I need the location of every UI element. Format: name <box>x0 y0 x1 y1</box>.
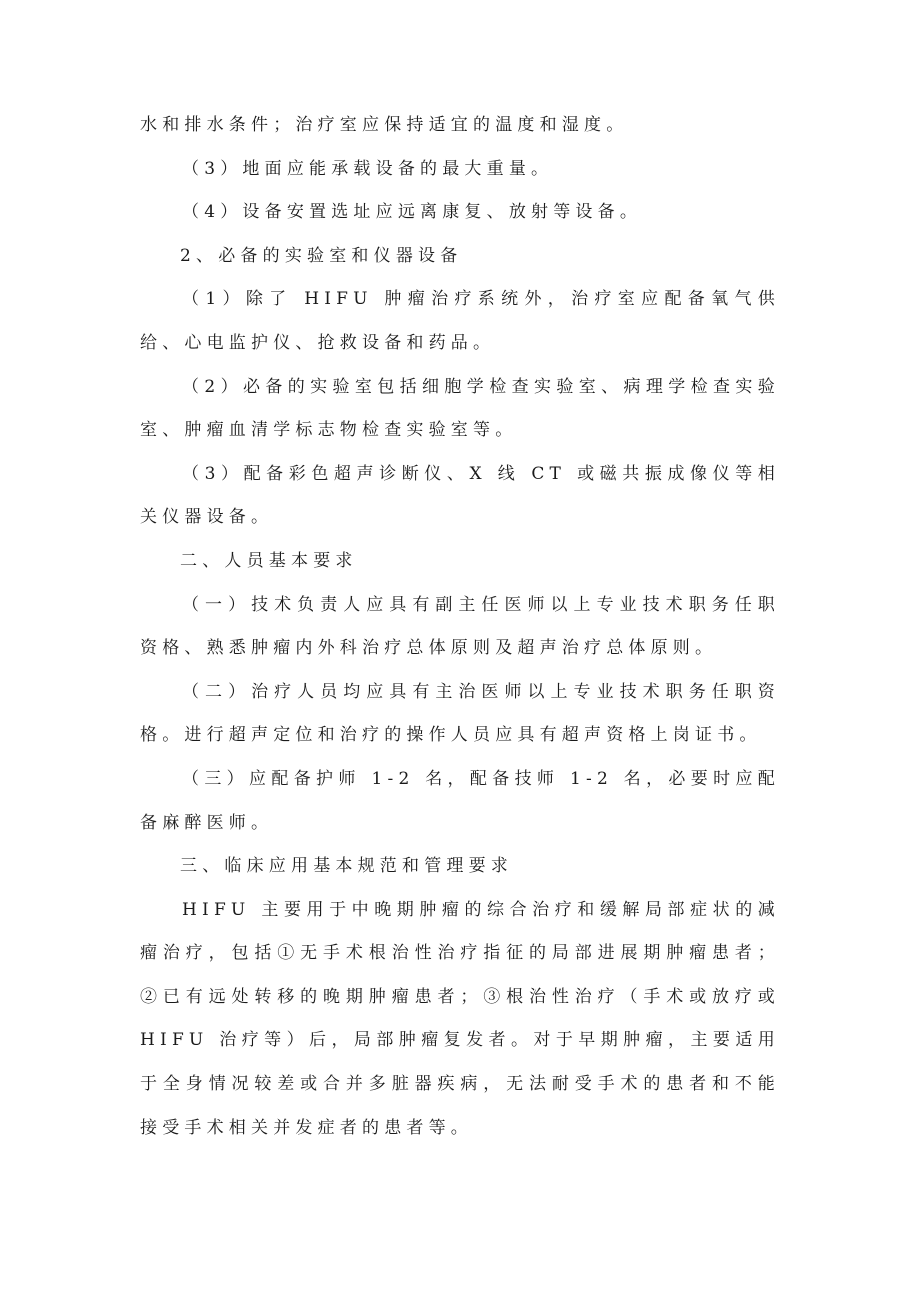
section-heading-clinical: 三、临床应用基本规范和管理要求 <box>180 856 513 877</box>
paragraph-floor-load: （3）地面应能承载设备的最大重量。 <box>182 158 554 179</box>
paragraph-imaging-equipment: （3）配备彩色超声诊断仪、X 线 CT 或磁共振成像仪等相关仪器设备。 <box>140 463 780 528</box>
paragraph-water-conditions: 水和排水条件；治疗室应保持适宜的温度和湿度。 <box>140 115 629 135</box>
paragraph-nurses-technicians: （三）应配备护师 1-2 名，配备技师 1-2 名，必要时应配备麻醉医师。 <box>140 768 780 833</box>
paragraph-required-labs: （2）必备的实验室包括细胞学检查实验室、病理学检查实验室、肿瘤血清学标志物检查实验室等。 <box>140 376 780 441</box>
paragraph-hifu-usage: HIFU 主要用于中晚期肿瘤的综合治疗和缓解局部症状的减瘤治疗，包括①无手术根治性治疗指征的局部进展期肿瘤患者；②已有远处转移的晚期肿瘤患者；③根治性治疗（手术或放疗或 HIFU 治疗等）后，局部肿瘤复发者。对于早期肿瘤，主要适用于全身情况较差或合并多脏器疾病，无法耐受手术的患者和不能接受手术相关并发症者的患者等。 <box>140 899 780 1138</box>
paragraph-site-selection: （4）设备安置选址应远离康复、放射等设备。 <box>182 202 643 223</box>
section-heading-staff: 二、人员基本要求 <box>180 550 358 571</box>
document-body <box>140 104 780 1150</box>
paragraph-treatment-staff: （二）治疗人员均应具有主治医师以上专业技术职务任职资格。进行超声定位和治疗的操作人员应具有超声资格上岗证书。 <box>140 681 780 746</box>
section-heading-lab-equipment: 2、必备的实验室和仪器设备 <box>180 245 463 266</box>
paragraph-technical-lead: （一）技术负责人应具有副主任医师以上专业技术职务任职资格、熟悉肿瘤内外科治疗总体原则及超声治疗总体原则。 <box>140 594 780 659</box>
paragraph-hifu-system: （1）除了 HIFU 肿瘤治疗系统外，治疗室应配备氧气供给、心电监护仪、抢救设备和药品。 <box>140 289 780 353</box>
